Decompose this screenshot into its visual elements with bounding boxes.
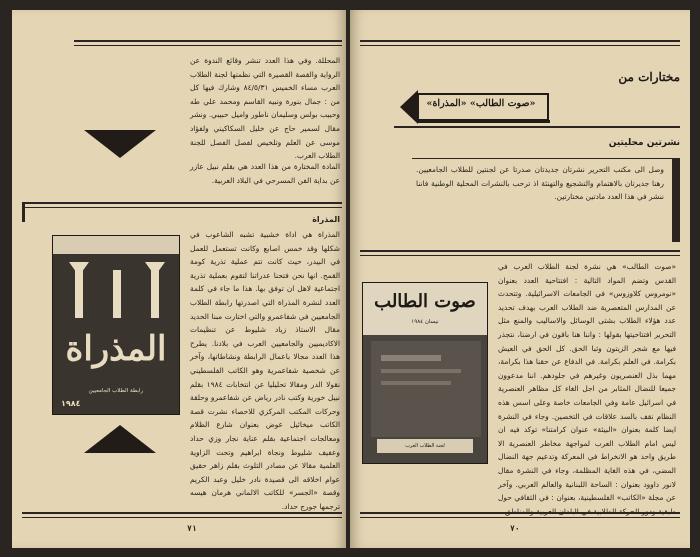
mid-rule-vertical (22, 202, 25, 222)
top-rule (74, 40, 342, 42)
banner-title: «صوت الطالب» «المذراة» (426, 98, 536, 109)
bottom-rule-thin (22, 517, 342, 518)
cover-subtitle: نيسان ١٩٨٤ (411, 319, 439, 325)
top-rule-thin (74, 45, 342, 46)
right-top-rule-thin (360, 45, 680, 46)
page-number-right: ٧٠ (510, 524, 520, 533)
intro-box (412, 158, 680, 242)
right-page (350, 10, 690, 548)
cover-year: ١٩٨٤ (61, 399, 81, 408)
cover-top-band (53, 236, 179, 254)
cover-logo-text: المذراة (65, 329, 167, 369)
right-bottom-rule-thin (360, 517, 680, 518)
triangle-up-icon (84, 423, 156, 455)
right-body-text: «صوت الطالب» هي نشرة لجنة الطلاب العرب في القدس وتضم المواد التالية : افتتاحية العدد بعنوان «نومروس كلاوزوس» في الجامعات الاسرائيلية. وتتحدث عن المدارس المتعصرية ضد الطلاب العرب بهدف تحديد عدد هؤلاء الطلاب بشتى الوسائل والاساليب والمنع مثل التحرير افتتاحيتها بقولها : واننا هنا باقون في ارضنا، نتجذر فيها مع شجر الزيتون وثبا الحق. كل الحق في العيش بكرامة. في العلم بكرامة. في الدفاع عن حقنا هذا بكرامة، مهما بذل العنصريون وغيرهم في جلودهم. اننا مدعوون جميعا للنضال المثابر من اجل الغاء كل مظاهر العنصرية في اسرائيل عامة وفي الجامعات خاصة وعلى اسس هذه النظام نقف بالسد علاقات في التخصين. وجاء في النشرة ايضا كلمة بعنوان «البيئة» عنوان كرامتنا» توكد فيه ان ليس امام الطلاب العرب لمواجهة مخاطر العنصرية الا طريق واحد هو الانخراط في المعركة وتدعيم جهة النضال المضي، في هذه الغاية المظلمة، وجاء في النشرة مقال لانور داوود بعنوان : الساحة اللبنانية والعالم العربي. وآخر عن مجلة «الكاتب» الفلسطينية، بعنوان : في الثقافي حول (498, 262, 676, 503)
mid-rule (22, 202, 342, 204)
right-top-rule (360, 40, 680, 42)
triangle-down-icon (84, 128, 156, 160)
left-column-top-text-2: المادة المختارة من هذا العدد هي بقلم نبيل عازر عن بداية الفن المسرحي في البلاد العربية. (190, 162, 340, 185)
right-bottom-rule (360, 512, 680, 514)
left-column-bottom-text: المذراة هي اداة خشبية تشبه الشاعوب في شكلها وقد خمس اصابع وكانت تستعمل للعمل في البيدر، حيث كانت تتم عملية تذرية كومة القمح. انها نحن فتحنا عدراتنا لتقوم بعملية تذرية اجتماعية لاهل ان توفق بها. هذا ما جاء في كلمة العدد لنشرة المذراة التي اصدرتها رابطة الطلاب الجامعيين في شفاعمرو والتي اختارت مبنا الحديد مقال الاستاذ زياد شليوط عن تنظيمات الاكاديميين والجامعيين العرب في بلادنا. يطرح هذا العدد مجالا باعمال الرابطة ونشاطاتها، وآخر عن شخصية شفاعمرية وهو الكاتب الفلسطيني نقولا الدر ومقالا تحليليا عن انتخابات ١٩٨٤ بقلم نبيل خورية وكتب نادر رياض عن شفاعمرو وحلقة وحركات المكتب المركزي للاحصاء نشرت قصة الكاتب ميخائيل عوض بعنوان شارع الظلام ومعالجات اجتماعية بقلم عناية نجار وزي حداد وعفيف شليوط ونجاة ابراهيم وتحت الزاوية العلمية مقالا عن مصادر التلوث بقلم زاهر حقيق عوام اخلاقه الى قصيدة نادر خليل وعبد الكريم وقصة «الجسر» للكاتب الالماني هرمان هيسه ترجمها جورج حداد. (190, 230, 340, 511)
cover-photo-graphic (371, 341, 481, 437)
cover-image-sawt-altalib (362, 282, 488, 464)
cover-masthead: صوت الطالب (374, 291, 476, 312)
pitchfork-graphic (65, 262, 169, 322)
intro-rule (360, 250, 680, 252)
cover-image-mithraa (52, 235, 180, 415)
left-page (12, 10, 346, 548)
left-column-top-text: المحللة. وفي هذا العدد تنشر وقائع الندوة عن الرواية والقصة القصيرة التي نظمتها لجنة الطلاب العرب مساء الخميس ٨٤/٥/٣١ وشارك فيها كل من : جمال بنورة ونبيه القاسم ومحمد علي طه وحبيب بولس وسليمان ناطور واميل حبيبي. ونشر مقال لسمير حاج عن خليل السكاكيني ولفؤاد موسى عن العلم وتلخيص لفصل الفصل للجنة الطلاب العرب. (190, 56, 341, 161)
intro-rule-thin (360, 255, 680, 256)
left-subheading: المذراة (312, 215, 340, 224)
title-banner (400, 90, 552, 124)
bottom-rule (22, 512, 342, 514)
section-title: مختارات من (618, 70, 680, 84)
mid-rule-thin (22, 207, 342, 208)
banner-rule (394, 126, 680, 128)
intro-text: وصل الى مكتب التحرير نشرتان جديدتان صدرتا عن لجنتين للطلاب الجامعيين. رهنا جديرتان بالاهتمام والتشجيع والتهنئة اذ ترحب بالنشرات المحلية الوطنية فاننا ننشر في هذا العدد مادتين مختارتين. (416, 165, 664, 202)
cover-caption: رابطة الطلاب الجامعيين (88, 388, 144, 394)
subsection-title: نشرتين محليتين (608, 138, 680, 148)
page-number-left: ٧١ (187, 524, 197, 533)
cover-footer: لجنة الطلاب العرب (377, 439, 473, 453)
